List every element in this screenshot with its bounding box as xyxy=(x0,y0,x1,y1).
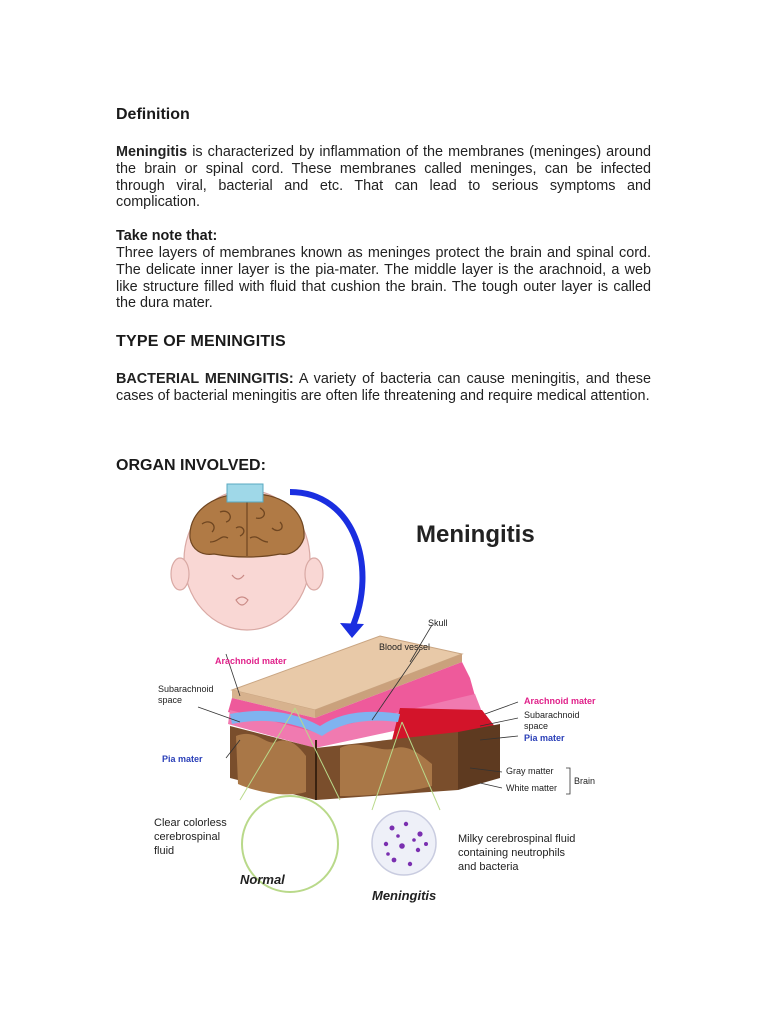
label-milky-2: containing neutrophils xyxy=(458,847,566,859)
bacterial-paragraph xyxy=(116,371,651,405)
note-label: Take note that: xyxy=(116,228,218,244)
label-skull: Skull xyxy=(428,618,448,628)
head-illustration xyxy=(171,484,323,630)
label-milky-1: Milky cerebrospinal fluid xyxy=(458,833,576,845)
label-clear-2: cerebrospinal xyxy=(154,831,221,843)
label-subarachnoid-left-2: space xyxy=(158,695,183,705)
label-milky-3: and bacteria xyxy=(458,861,519,873)
label-brain: Brain xyxy=(574,776,596,786)
definition-heading: Definition xyxy=(116,106,190,123)
meningitis-figure xyxy=(140,478,620,908)
label-subarachnoid-right-2: space xyxy=(524,721,549,731)
bacterial-text: A variety of bacteria can cause meningitis, and these cases of bacterial meningitis are often life threatening and require medical attention. xyxy=(116,371,651,404)
label-clear-3: fluid xyxy=(154,845,175,857)
note-paragraph: Three layers of membranes known as meninges protect the brain and spinal cord. The delicate inner layer is the pia-mater. The middle layer is the arachnoid, a web like structure filled with fluid that cushion the brain. The tough outer layer is called the dura mater. xyxy=(116,245,651,312)
organ-heading: ORGAN INVOLVED: xyxy=(116,457,266,474)
definition-paragraph xyxy=(116,144,651,211)
arrow-head-icon xyxy=(340,623,364,638)
figure-title: Meningitis xyxy=(416,521,535,548)
label-meningitis-caption: Meningitis xyxy=(372,888,437,903)
definition-text: is characterized by inflammation of the membranes (meninges) around the brain or spinal cord. These membranes called meninges, can be infected through viral, bacterial and etc. That can lead to serious symptoms and complication. xyxy=(116,144,651,211)
bacterial-term: BACTERIAL MENINGITIS: xyxy=(116,371,294,387)
label-blood-vessel: Blood vessel xyxy=(379,642,431,652)
label-white-matter: White matter xyxy=(506,783,558,793)
meningitis-illustration xyxy=(140,478,620,908)
label-normal: Normal xyxy=(240,872,285,887)
label-subarachnoid-left-1: Subarachnoid xyxy=(158,684,214,694)
label-gray-matter: Gray matter xyxy=(506,766,554,776)
label-arachnoid-right: Arachnoid mater xyxy=(524,696,596,706)
label-pia-right: Pia mater xyxy=(524,733,565,743)
label-clear-1: Clear colorless xyxy=(154,817,227,829)
types-heading: TYPE OF MENINGITIS xyxy=(116,333,286,350)
definition-term: Meningitis xyxy=(116,144,188,160)
label-subarachnoid-right-1: Subarachnoid xyxy=(524,710,580,720)
label-pia-left: Pia mater xyxy=(162,754,203,764)
label-arachnoid-left: Arachnoid mater xyxy=(215,656,287,666)
